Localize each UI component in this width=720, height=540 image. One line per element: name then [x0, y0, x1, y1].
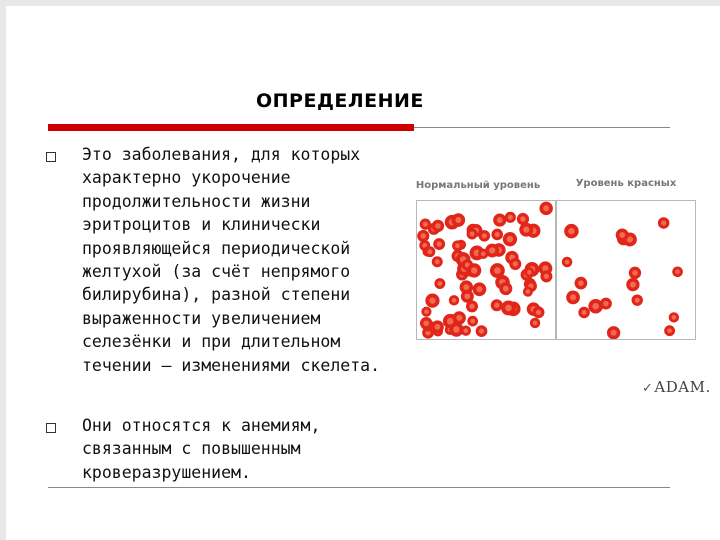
bullet-2-square-icon	[46, 423, 56, 433]
red-blood-cell	[540, 270, 552, 282]
red-blood-cell	[607, 326, 620, 339]
red-blood-cell	[616, 229, 629, 242]
slide-frame-top	[0, 0, 720, 6]
red-blood-cell	[432, 220, 444, 232]
normal-rbc-panel	[416, 200, 556, 340]
title-underline-red	[48, 124, 414, 131]
red-blood-cell	[467, 316, 478, 327]
red-blood-cell	[491, 229, 503, 241]
anemia-caption-line-1: Уровень красных	[575, 178, 677, 189]
red-blood-cell	[467, 263, 481, 277]
red-blood-cell	[600, 298, 612, 310]
red-blood-cell	[578, 307, 589, 318]
anemia-rbc-panel	[556, 200, 696, 340]
red-blood-cell	[485, 244, 499, 258]
anemia-rbc-image	[557, 201, 695, 339]
red-blood-cell	[461, 326, 471, 336]
red-blood-cell	[524, 267, 534, 277]
adam-bird-icon: ✓	[642, 381, 654, 396]
red-blood-cell	[425, 294, 439, 308]
red-blood-cell	[499, 282, 512, 295]
red-blood-cell	[420, 317, 433, 330]
red-blood-cell	[669, 312, 679, 322]
red-blood-cell	[530, 318, 540, 328]
bullet-1-square-icon	[46, 152, 56, 162]
page-title: ОПРЕДЕЛЕНИЕ	[256, 90, 424, 112]
red-blood-cell	[505, 212, 516, 223]
red-blood-cell	[562, 257, 573, 268]
red-blood-cell	[626, 278, 639, 291]
red-blood-cell	[664, 325, 675, 336]
red-blood-cell	[420, 219, 431, 230]
red-blood-cell	[493, 214, 506, 227]
red-blood-cell	[473, 282, 487, 296]
red-blood-cell	[479, 230, 490, 241]
red-blood-cell	[491, 299, 503, 311]
red-blood-cell	[452, 240, 463, 251]
red-blood-cell	[575, 277, 588, 290]
slide-frame-left	[0, 0, 6, 540]
red-blood-cell	[434, 278, 445, 289]
red-blood-cell	[424, 246, 435, 257]
red-blood-cell	[452, 213, 466, 227]
red-blood-cell	[466, 300, 478, 312]
red-blood-cell	[449, 295, 459, 305]
red-blood-cell	[658, 217, 670, 229]
red-blood-cell	[490, 263, 505, 278]
red-blood-cell	[417, 230, 429, 242]
adam-logo-text: ADAM.	[654, 378, 711, 396]
red-blood-cell	[460, 280, 473, 293]
red-blood-cell	[632, 294, 643, 305]
red-blood-cell	[523, 287, 533, 297]
red-blood-cell	[476, 325, 488, 337]
red-blood-cell	[432, 256, 443, 267]
title-underline-grey	[414, 127, 670, 128]
red-blood-cell	[503, 232, 517, 246]
normal-caption-line-1: Нормальный уровень	[415, 180, 541, 191]
rbc-comparison-figure	[404, 148, 711, 400]
red-blood-cell	[467, 229, 478, 240]
red-blood-cell	[533, 306, 545, 318]
bullet-1-text: Это заболевания, для которых характерно укорочение продолжительности жизни эритроцитов и клинически проявляющейся периодической желтухой (за счёт непрямого билирубина), разной степени выраженности увеличением селезёнки и при длительном течении – изменениями скелета.	[82, 145, 381, 375]
red-blood-cell	[566, 290, 580, 304]
bullet-2-text: Они относятся к анемиям, связанным с повышенным кроверазрушением.	[82, 416, 321, 482]
red-blood-cell	[501, 300, 516, 315]
red-blood-cell	[431, 320, 444, 333]
red-blood-cell	[629, 267, 641, 279]
red-blood-cell	[672, 266, 683, 277]
normal-rbc-image	[417, 201, 555, 339]
red-blood-cell	[564, 224, 578, 238]
red-blood-cell	[433, 238, 445, 250]
adam-logo	[642, 378, 711, 396]
red-blood-cell	[517, 213, 529, 225]
red-blood-cell	[421, 307, 431, 317]
red-blood-cell	[509, 258, 521, 270]
red-blood-cell	[539, 202, 552, 215]
bottom-rule	[48, 487, 670, 488]
